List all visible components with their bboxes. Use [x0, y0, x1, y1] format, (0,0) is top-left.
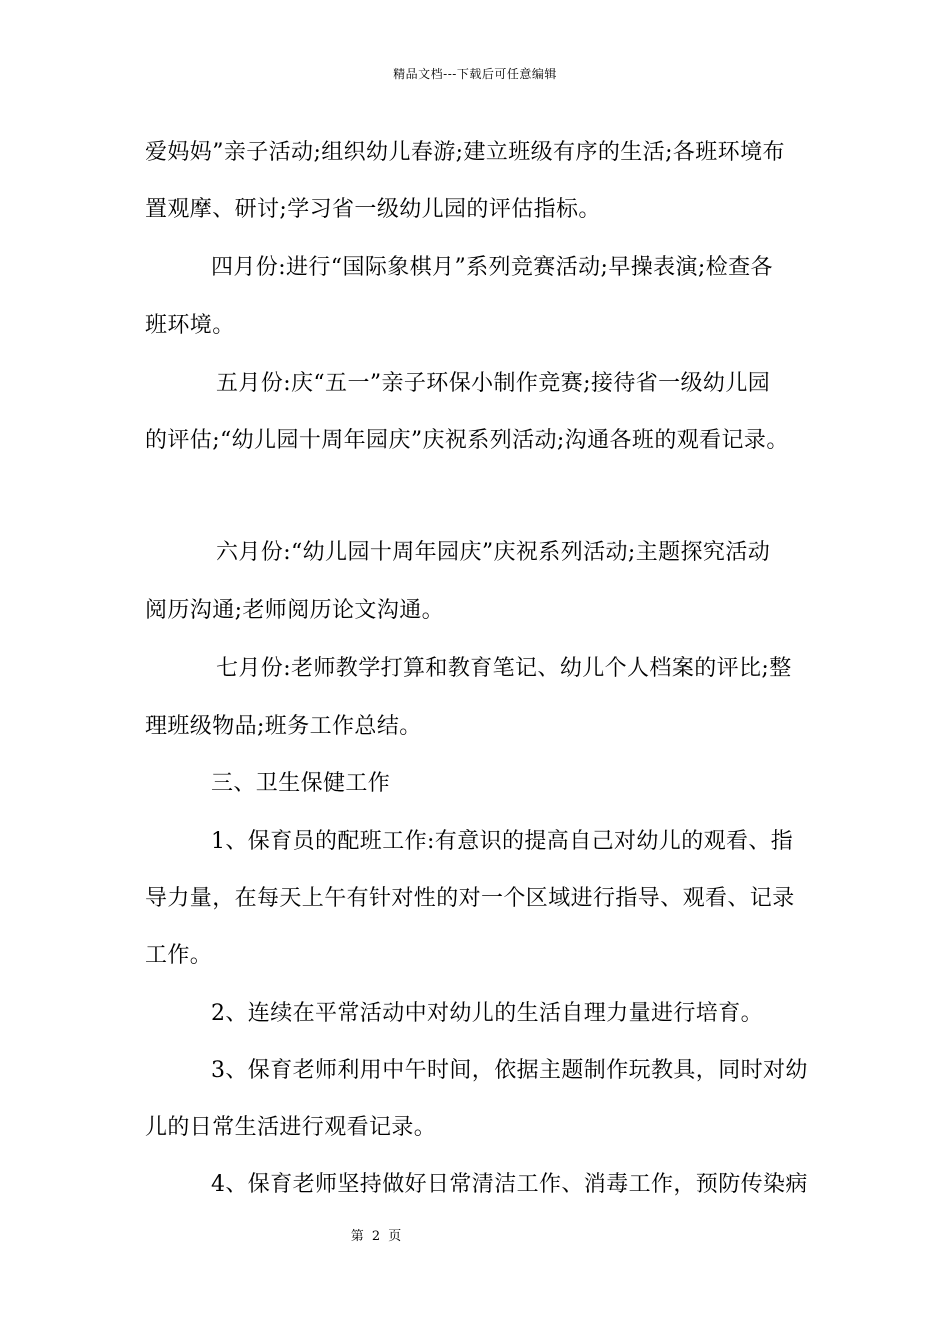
- section-heading: 三、卫生保健工作: [211, 771, 391, 796]
- body-line: 六月份:“幼儿园十周年园庆”庆祝系列活动;主题探究活动: [216, 540, 771, 565]
- body-line: 五月份:庆“五一”亲子环保小制作竞赛;接待省一级幼儿园: [216, 371, 771, 396]
- body-line: 理班级物品;班务工作总结。: [145, 714, 422, 739]
- page-number: 第 2 页: [350, 1229, 402, 1244]
- body-line: 七月份:老师教学打算和教育笔记、幼儿个人档案的评比;整: [216, 656, 792, 681]
- body-line: 导力量，在每天上午有针对性的对一个区域进行指导、观看、记录: [145, 886, 795, 911]
- body-line: 的评估;“幼儿园十周年园庆”庆祝系列活动;沟通各班的观看记录。: [145, 428, 789, 453]
- body-line: 4、保育老师坚持做好日常清洁工作、消毒工作，预防传染病: [211, 1172, 808, 1197]
- body-line: 1、保育员的配班工作:有意识的提高自己对幼儿的观看、指: [211, 829, 794, 854]
- body-line: 阅历沟通;老师阅历论文沟通。: [145, 598, 445, 623]
- body-line: 3、保育老师利用中午时间，依据主题制作玩教具，同时对幼: [211, 1058, 808, 1083]
- body-line: 儿的日常生活进行观看记录。: [145, 1115, 437, 1140]
- body-line: 爱妈妈”亲子活动;组织幼儿春游;建立班级有序的生活;各班环境布: [145, 140, 785, 165]
- page-header: 精品文档---下载后可任意编辑: [393, 67, 557, 81]
- body-line: 工作。: [145, 943, 213, 968]
- body-line: 置观摩、研讨;学习省一级幼儿园的评估指标。: [145, 197, 601, 222]
- body-line: 2、连续在平常活动中对幼儿的生活自理力量进行培育。: [211, 1001, 763, 1026]
- body-line: 班环境。: [145, 313, 235, 338]
- body-line: 四月份:进行“国际象棋月”系列竞赛活动;早操表演;检查各: [211, 255, 773, 280]
